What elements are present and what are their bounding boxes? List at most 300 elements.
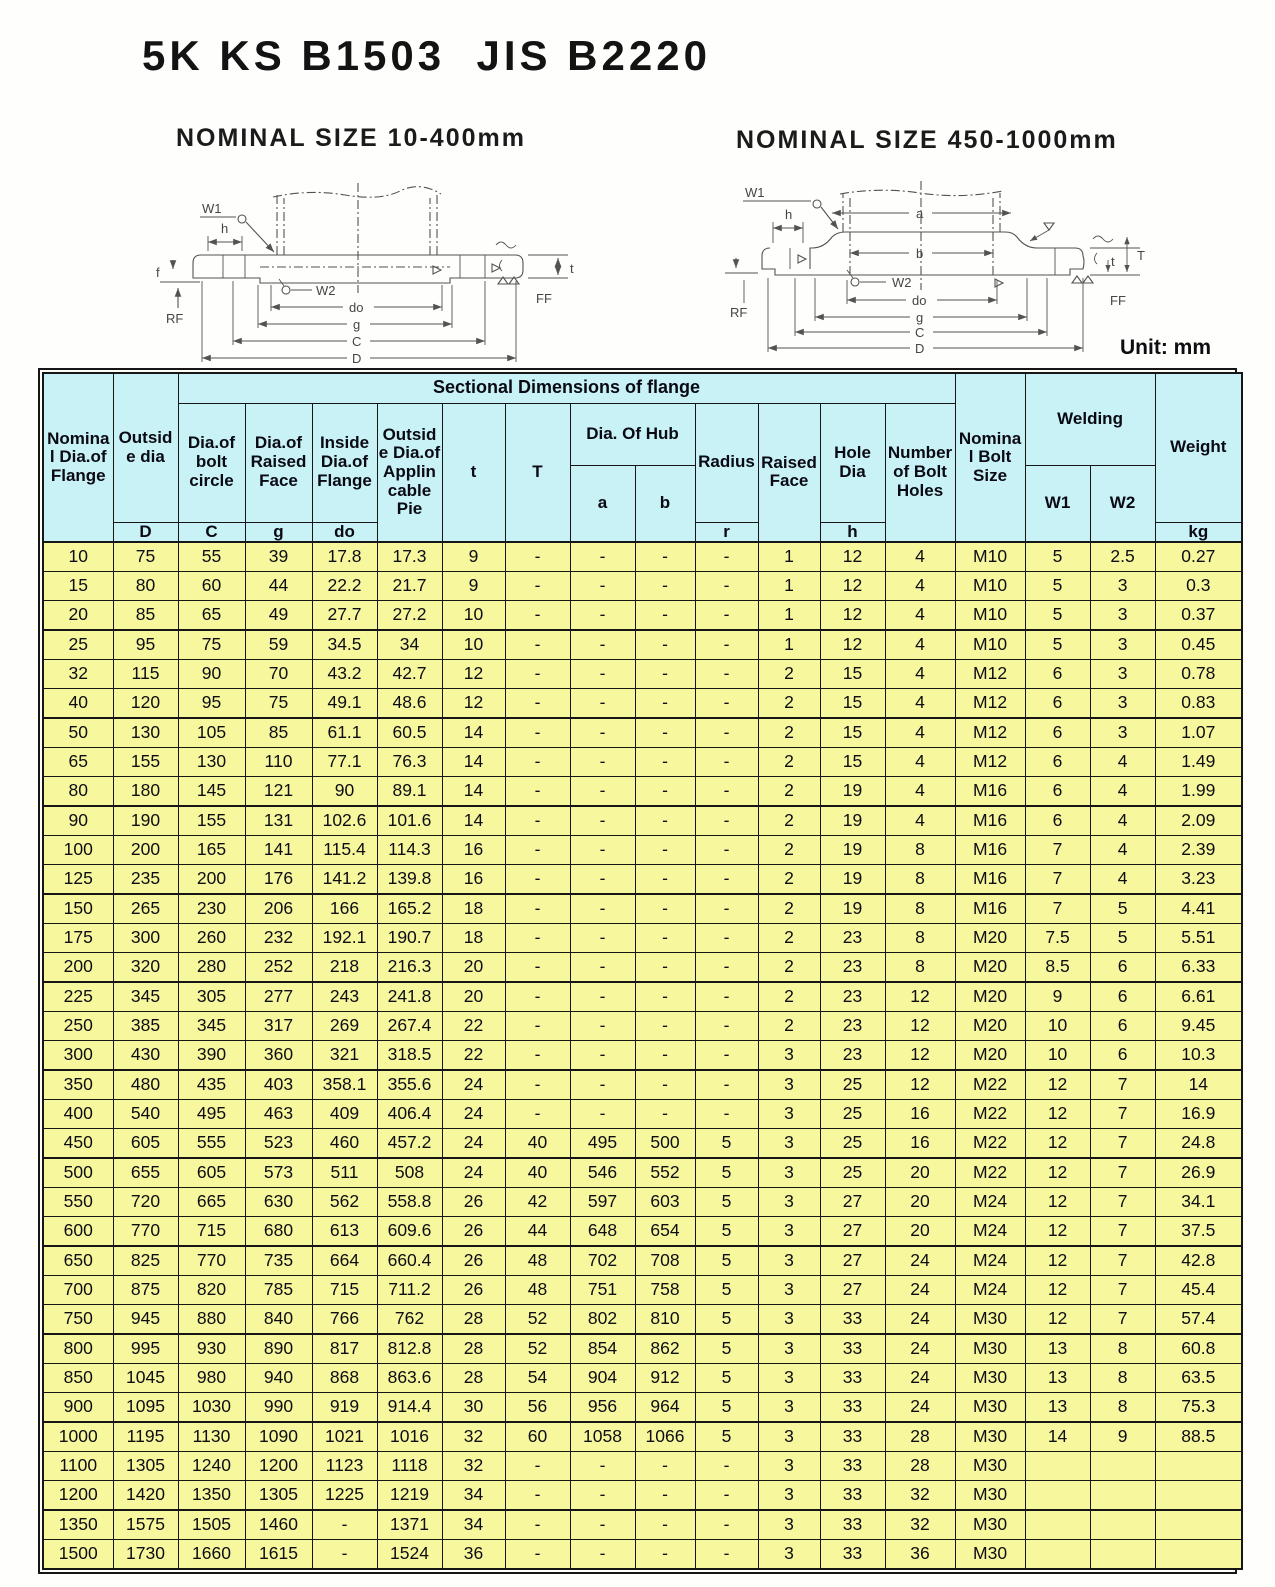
table-cell — [1155, 1510, 1242, 1540]
table-cell: 3 — [758, 1540, 820, 1570]
table-cell: 912 — [635, 1364, 695, 1393]
table-cell: 139.8 — [377, 865, 442, 895]
table-cell: 33 — [820, 1540, 885, 1570]
table-cell: M30 — [955, 1540, 1025, 1570]
table-cell: 3 — [1090, 630, 1155, 660]
table-cell: 277 — [245, 982, 312, 1012]
table-row — [43, 1041, 1242, 1071]
table-cell: 33 — [820, 1393, 885, 1423]
table-cell: 110 — [245, 748, 312, 777]
header-sym-h: h — [820, 522, 885, 542]
table-cell: 650 — [43, 1246, 113, 1276]
table-row — [43, 1305, 1242, 1335]
table-cell: 409 — [312, 1100, 377, 1129]
table-cell: 95 — [113, 630, 178, 660]
table-cell: - — [635, 806, 695, 836]
table-cell: - — [635, 894, 695, 924]
table-cell: 3 — [1090, 601, 1155, 631]
t-label: t — [1111, 254, 1115, 269]
table-cell: M20 — [955, 982, 1025, 1012]
table-cell: 269 — [312, 1012, 377, 1041]
table-cell: - — [695, 1452, 758, 1481]
table-cell: 27 — [820, 1188, 885, 1217]
table-cell: 76.3 — [377, 748, 442, 777]
table-body — [43, 542, 1242, 1569]
table-cell: 3.23 — [1155, 865, 1242, 895]
table-cell: 630 — [245, 1188, 312, 1217]
table-cell: 165 — [178, 836, 245, 865]
table-cell: - — [695, 777, 758, 807]
header-t: t — [442, 403, 505, 542]
table-cell: 61.1 — [312, 718, 377, 748]
table-cell: 8 — [1090, 1364, 1155, 1393]
t-T-ff-callouts — [995, 223, 1145, 308]
table-cell: 8 — [1090, 1393, 1155, 1423]
table-cell: 3 — [758, 1070, 820, 1100]
table-cell: 16 — [885, 1100, 955, 1129]
table-cell: 3 — [758, 1100, 820, 1129]
table-cell: 16 — [885, 1129, 955, 1159]
header-w2: W2 — [1090, 465, 1155, 542]
table-cell: 89.1 — [377, 777, 442, 807]
header-sym-D: D — [113, 522, 178, 542]
do-label: do — [912, 293, 927, 308]
table-cell: M24 — [955, 1276, 1025, 1305]
table-cell: 192.1 — [312, 924, 377, 953]
table-cell: M10 — [955, 630, 1025, 660]
table-cell: - — [695, 836, 758, 865]
table-row — [43, 1334, 1242, 1364]
table-cell: 16 — [442, 836, 505, 865]
b-label: b — [916, 246, 924, 261]
table-row — [43, 924, 1242, 953]
table-cell: M20 — [955, 953, 1025, 983]
table-cell: 6 — [1025, 718, 1090, 748]
table-cell: 5 — [695, 1158, 758, 1188]
header-inside-dia: Inside Dia.of Flange — [312, 403, 377, 522]
table-cell: M24 — [955, 1246, 1025, 1276]
table-cell: 10 — [1025, 1012, 1090, 1041]
table-cell: 3 — [1090, 718, 1155, 748]
header-sym-r: r — [695, 522, 758, 542]
table-cell: 10.3 — [1155, 1041, 1242, 1071]
table-cell: 7 — [1090, 1276, 1155, 1305]
table-cell: 5 — [1025, 542, 1090, 572]
table-cell: 3 — [758, 1276, 820, 1305]
table-cell: 28 — [442, 1305, 505, 1335]
table-cell: 30 — [442, 1393, 505, 1423]
table-cell: 19 — [820, 836, 885, 865]
table-cell: 3 — [758, 1041, 820, 1071]
table-cell: 1021 — [312, 1422, 377, 1452]
table-row — [43, 1393, 1242, 1423]
table-cell: 13 — [1025, 1364, 1090, 1393]
table-cell: 44 — [245, 572, 312, 601]
table-cell: 2.39 — [1155, 836, 1242, 865]
header-num-bolt-holes: Number of Bolt Holes — [885, 403, 955, 542]
table-cell: 13 — [1025, 1334, 1090, 1364]
table-cell: 711.2 — [377, 1276, 442, 1305]
h-dimension — [208, 221, 242, 251]
table-cell: 252 — [245, 953, 312, 983]
table-cell: 37.5 — [1155, 1217, 1242, 1247]
table-cell: 9 — [1025, 982, 1090, 1012]
weld-symbol-triangle — [492, 264, 500, 272]
table-cell: 868 — [312, 1364, 377, 1393]
table-cell: - — [695, 894, 758, 924]
table-cell: 175 — [43, 924, 113, 953]
header-radius: Radius — [695, 403, 758, 522]
table-cell: - — [695, 1012, 758, 1041]
table-cell: 120 — [113, 689, 178, 719]
table-cell: 890 — [245, 1334, 312, 1364]
table-cell: 2 — [758, 777, 820, 807]
table-cell: 360 — [245, 1041, 312, 1071]
table-row — [43, 1364, 1242, 1393]
table-cell: 27 — [820, 1246, 885, 1276]
flange-diagram-small — [140, 165, 640, 365]
table-cell: 919 — [312, 1393, 377, 1423]
table-cell: M24 — [955, 1188, 1025, 1217]
d-label: D — [915, 341, 925, 356]
table-cell: 5 — [695, 1217, 758, 1247]
table-cell: - — [312, 1510, 377, 1540]
table-cell: 321 — [312, 1041, 377, 1071]
table-cell: - — [635, 865, 695, 895]
table-header — [43, 373, 1242, 542]
table-cell: - — [570, 894, 635, 924]
table-cell: M24 — [955, 1217, 1025, 1247]
table-cell: 27 — [820, 1276, 885, 1305]
table-cell: 33 — [820, 1305, 885, 1335]
table-cell: 1225 — [312, 1481, 377, 1511]
table-cell: 141.2 — [312, 865, 377, 895]
table-cell: 1730 — [113, 1540, 178, 1570]
table-cell: 980 — [178, 1364, 245, 1393]
ff-label: FF — [1110, 293, 1126, 308]
table-cell: 945 — [113, 1305, 178, 1335]
header-hole-dia: Hole Dia — [820, 403, 885, 522]
table-cell: 49 — [245, 601, 312, 631]
table-cell: 155 — [113, 748, 178, 777]
table-cell: - — [635, 718, 695, 748]
table-cell: 190 — [113, 806, 178, 836]
table-cell: - — [570, 1540, 635, 1570]
table-cell: 12 — [1025, 1129, 1090, 1159]
table-cell: 1 — [758, 601, 820, 631]
table-cell: 145 — [178, 777, 245, 807]
table-cell: 5 — [695, 1276, 758, 1305]
table-cell: 1615 — [245, 1540, 312, 1570]
rf-callout — [725, 255, 806, 320]
table-cell: 1524 — [377, 1540, 442, 1570]
table-cell: - — [635, 836, 695, 865]
table-cell: 6 — [1025, 777, 1090, 807]
table-cell: - — [635, 1070, 695, 1100]
table-cell: 4 — [885, 689, 955, 719]
table-cell: 0.27 — [1155, 542, 1242, 572]
table-cell: 1118 — [377, 1452, 442, 1481]
table-cell: 770 — [178, 1246, 245, 1276]
table-cell: 6 — [1090, 982, 1155, 1012]
table-cell: 24 — [885, 1364, 955, 1393]
table-cell: 655 — [113, 1158, 178, 1188]
table-cell: 25 — [820, 1158, 885, 1188]
table-cell: - — [505, 1540, 570, 1570]
table-cell: 28 — [442, 1334, 505, 1364]
w1-label: W1 — [745, 185, 765, 200]
table-cell: 75 — [113, 542, 178, 572]
table-cell: - — [695, 689, 758, 719]
table-cell: 5.51 — [1155, 924, 1242, 953]
table-cell: 32 — [885, 1481, 955, 1511]
table-cell: 3 — [758, 1129, 820, 1159]
table-cell: 130 — [113, 718, 178, 748]
table-cell: 32 — [442, 1422, 505, 1452]
table-cell: 4 — [885, 601, 955, 631]
table-cell: 42 — [505, 1188, 570, 1217]
table-cell: 25 — [820, 1100, 885, 1129]
table-cell: 14 — [1155, 1070, 1242, 1100]
header-w1: W1 — [1025, 465, 1090, 542]
table-cell: - — [635, 572, 695, 601]
table-row — [43, 1188, 1242, 1217]
table-cell: 850 — [43, 1364, 113, 1393]
table-cell: 5 — [695, 1246, 758, 1276]
table-row — [43, 748, 1242, 777]
table-cell: 12 — [820, 542, 885, 572]
table-cell: - — [570, 924, 635, 953]
table-cell: 1 — [758, 630, 820, 660]
table-cell: M22 — [955, 1158, 1025, 1188]
table-cell: 609.6 — [377, 1217, 442, 1247]
table-cell: 457.2 — [377, 1129, 442, 1159]
table-cell: 176 — [245, 865, 312, 895]
table-cell — [1025, 1481, 1090, 1511]
table-cell: 4 — [885, 718, 955, 748]
table-cell: - — [695, 1540, 758, 1570]
table-cell: 241.8 — [377, 982, 442, 1012]
table-cell: 605 — [113, 1129, 178, 1159]
table-cell: 6 — [1025, 660, 1090, 689]
table-cell: M30 — [955, 1334, 1025, 1364]
table-cell: 15 — [43, 572, 113, 601]
table-cell: 810 — [635, 1305, 695, 1335]
c-label: C — [352, 334, 362, 349]
table-cell: 60 — [505, 1422, 570, 1452]
table-cell: 65 — [43, 748, 113, 777]
table-cell: 4 — [1090, 777, 1155, 807]
table-cell: 12 — [1025, 1070, 1090, 1100]
table-cell: 665 — [178, 1188, 245, 1217]
table-cell: - — [505, 660, 570, 689]
table-cell: M22 — [955, 1070, 1025, 1100]
table-cell: 26 — [442, 1188, 505, 1217]
table-row — [43, 1510, 1242, 1540]
f-label: f — [156, 265, 160, 280]
table-cell: 840 — [245, 1305, 312, 1335]
table-cell: 114.3 — [377, 836, 442, 865]
table-cell: - — [505, 572, 570, 601]
table-cell: 26 — [442, 1276, 505, 1305]
table-cell: 400 — [43, 1100, 113, 1129]
table-cell: 4 — [1090, 836, 1155, 865]
table-cell: - — [695, 748, 758, 777]
table-cell: 20 — [442, 982, 505, 1012]
table-cell: 802 — [570, 1305, 635, 1335]
table-cell: 500 — [43, 1158, 113, 1188]
table-cell: 6.61 — [1155, 982, 1242, 1012]
table-cell: - — [570, 1510, 635, 1540]
table-cell: 1045 — [113, 1364, 178, 1393]
table-cell: 44 — [505, 1217, 570, 1247]
table-cell: 1371 — [377, 1510, 442, 1540]
table-cell: 32 — [442, 1452, 505, 1481]
table-cell: - — [505, 1452, 570, 1481]
subtitle-large-range: NOMINAL SIZE 450-1000mm — [736, 126, 1118, 154]
table-cell: 16 — [442, 865, 505, 895]
table-cell: 42.7 — [377, 660, 442, 689]
table-cell: 56 — [505, 1393, 570, 1423]
table-cell: 230 — [178, 894, 245, 924]
table-cell: 7 — [1090, 1188, 1155, 1217]
table-cell: 7 — [1090, 1246, 1155, 1276]
table-cell: 406.4 — [377, 1100, 442, 1129]
table-cell: 218 — [312, 953, 377, 983]
table-cell: - — [312, 1540, 377, 1570]
table-cell: - — [635, 1100, 695, 1129]
table-cell: 33 — [820, 1481, 885, 1511]
table-cell: 12 — [820, 572, 885, 601]
table-cell: 28 — [885, 1452, 955, 1481]
table-cell: 20 — [442, 953, 505, 983]
table-cell: 33 — [820, 1452, 885, 1481]
table-cell: 2 — [758, 660, 820, 689]
table-cell: - — [695, 630, 758, 660]
table-cell: - — [505, 542, 570, 572]
table-cell: 12 — [885, 1041, 955, 1071]
table-cell: 8 — [885, 894, 955, 924]
table-cell: 0.45 — [1155, 630, 1242, 660]
table-cell: 26 — [442, 1217, 505, 1247]
table-cell: 320 — [113, 953, 178, 983]
table-cell: 1219 — [377, 1481, 442, 1511]
table-cell: M20 — [955, 1041, 1025, 1071]
table-cell: 12 — [820, 601, 885, 631]
table-cell: - — [635, 689, 695, 719]
table-cell: - — [695, 1041, 758, 1071]
table-cell: 14 — [442, 777, 505, 807]
table-cell: 4 — [885, 748, 955, 777]
table-cell: 26 — [442, 1246, 505, 1276]
header-T: T — [505, 403, 570, 542]
table-cell: M10 — [955, 572, 1025, 601]
header-pipe-od: Outside Dia.of Applincable Pie — [377, 403, 442, 542]
table-cell: 4 — [885, 806, 955, 836]
page-title: 5K KS B1503 JIS B2220 — [142, 32, 711, 79]
table-cell: 862 — [635, 1334, 695, 1364]
table-cell: M30 — [955, 1481, 1025, 1511]
table-cell: - — [635, 1481, 695, 1511]
table-cell: 385 — [113, 1012, 178, 1041]
table-cell: 57.4 — [1155, 1305, 1242, 1335]
do-label: do — [349, 300, 364, 315]
table-cell: 101.6 — [377, 806, 442, 836]
table-cell: 17.3 — [377, 542, 442, 572]
header-hub-b: b — [635, 465, 695, 542]
table-cell: 1058 — [570, 1422, 635, 1452]
table-cell: 232 — [245, 924, 312, 953]
table-row — [43, 542, 1242, 572]
table-cell: 550 — [43, 1188, 113, 1217]
table-cell: 155 — [178, 806, 245, 836]
d-label: D — [352, 351, 362, 366]
table-cell: 2 — [758, 689, 820, 719]
table-cell: M12 — [955, 748, 1025, 777]
table-cell: 403 — [245, 1070, 312, 1100]
table-cell: - — [505, 953, 570, 983]
table-cell: 90 — [178, 660, 245, 689]
table-cell: 54 — [505, 1364, 570, 1393]
table-cell: - — [695, 572, 758, 601]
table-cell: 55 — [178, 542, 245, 572]
table-cell: - — [695, 542, 758, 572]
table-cell: 5 — [695, 1422, 758, 1452]
table-cell: 2 — [758, 836, 820, 865]
table-cell: 0.83 — [1155, 689, 1242, 719]
table-cell: 22 — [442, 1041, 505, 1071]
table-row — [43, 1422, 1242, 1452]
table-border — [38, 368, 1237, 1574]
table-cell: 36 — [885, 1540, 955, 1570]
table-cell: 940 — [245, 1364, 312, 1393]
table-cell: 80 — [43, 777, 113, 807]
table-cell: 1 — [758, 572, 820, 601]
table-cell: 8 — [885, 924, 955, 953]
table-row — [43, 953, 1242, 983]
table-cell: 3 — [758, 1481, 820, 1511]
table-cell: 180 — [113, 777, 178, 807]
table-cell — [1090, 1452, 1155, 1481]
table-cell: - — [570, 630, 635, 660]
table-cell: 24.8 — [1155, 1129, 1242, 1159]
table-cell: - — [570, 660, 635, 689]
table-cell: 18 — [442, 894, 505, 924]
table-cell: - — [570, 1012, 635, 1041]
table-cell: - — [695, 865, 758, 895]
table-cell: 305 — [178, 982, 245, 1012]
table-cell: 105 — [178, 718, 245, 748]
h-label: h — [785, 207, 793, 222]
table-cell: 4 — [885, 630, 955, 660]
table-cell: 32 — [885, 1510, 955, 1540]
table-cell: 1.07 — [1155, 718, 1242, 748]
table-cell: 355.6 — [377, 1070, 442, 1100]
table-cell: 480 — [113, 1070, 178, 1100]
header-sym-do: do — [312, 522, 377, 542]
table-cell: 552 — [635, 1158, 695, 1188]
table-cell: 25 — [820, 1070, 885, 1100]
table-cell: 345 — [178, 1012, 245, 1041]
table-cell: 9 — [1090, 1422, 1155, 1452]
table-cell: 4.41 — [1155, 894, 1242, 924]
table-cell: 45.4 — [1155, 1276, 1242, 1305]
h-label: h — [221, 221, 229, 236]
g-label: g — [353, 317, 361, 332]
table-cell: 10 — [442, 630, 505, 660]
table-cell: - — [695, 806, 758, 836]
table-cell: 508 — [377, 1158, 442, 1188]
